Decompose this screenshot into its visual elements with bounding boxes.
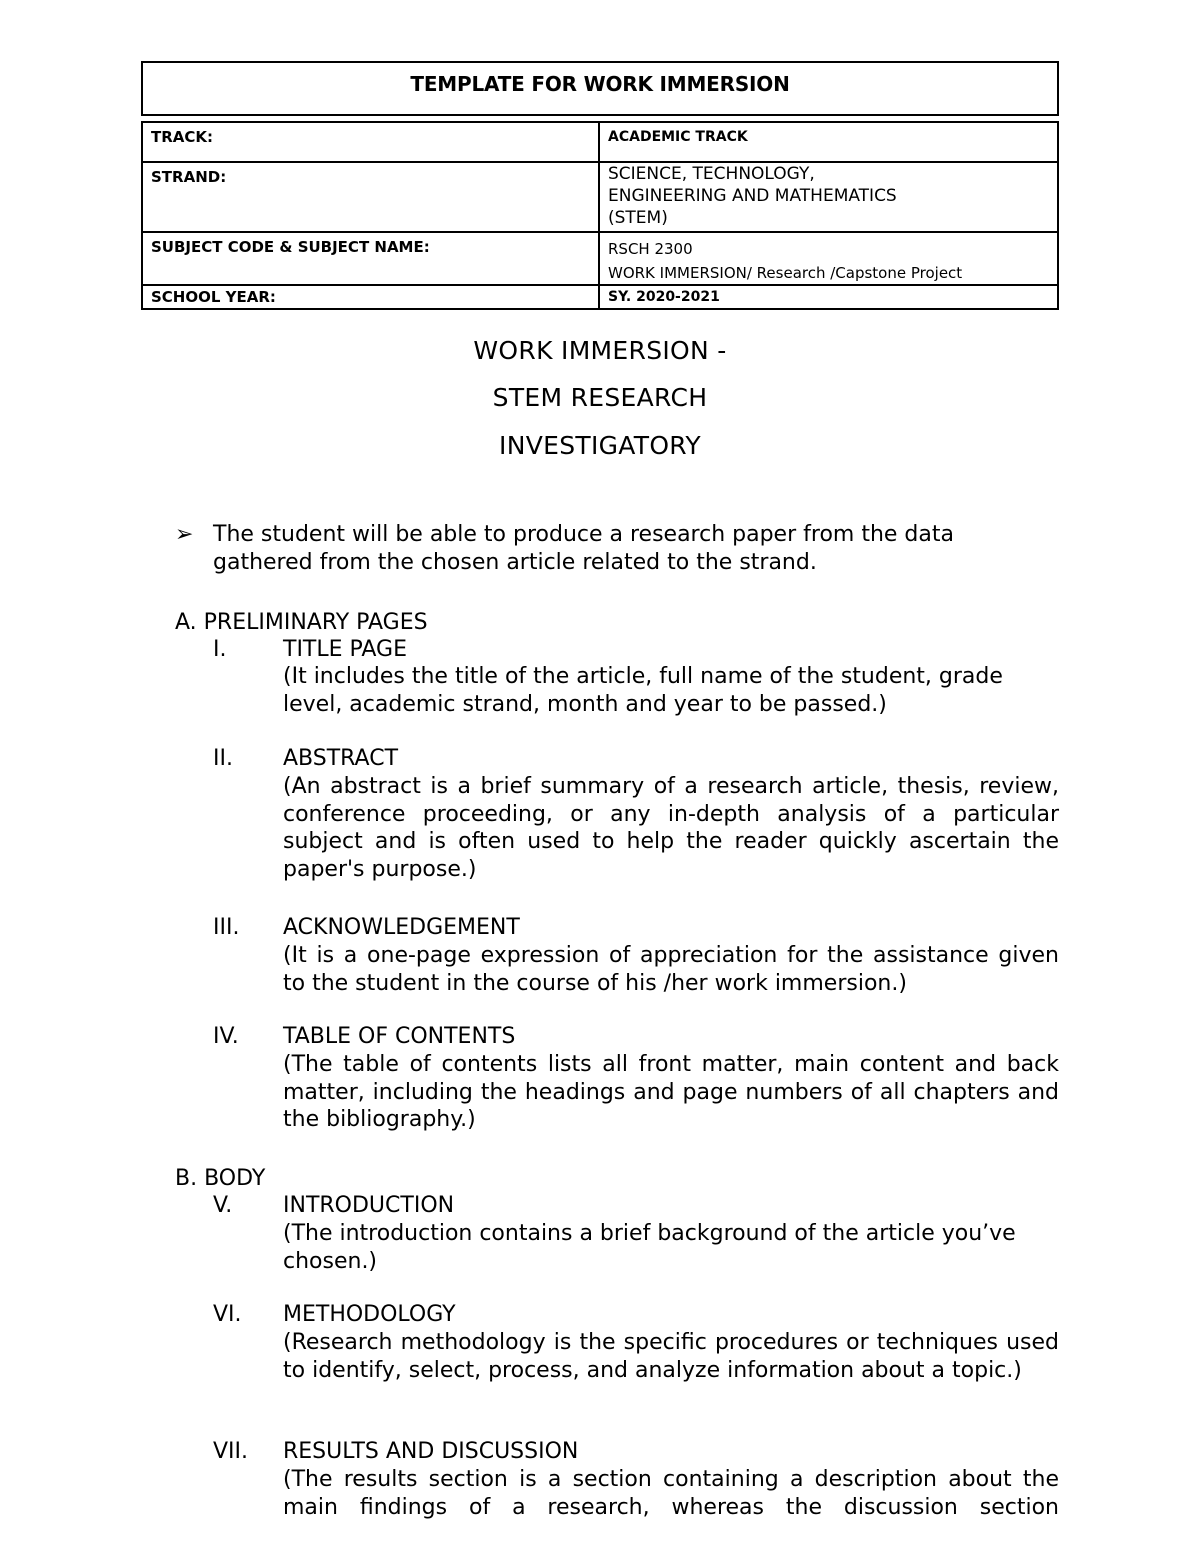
item-title: METHODOLOGY — [283, 1302, 456, 1327]
section-b-heading: B. BODY — [175, 1166, 266, 1191]
item-number: II. — [213, 746, 233, 771]
item-title: TABLE OF CONTENTS — [283, 1024, 516, 1049]
item-number: IV. — [213, 1024, 239, 1049]
strand-label: STRAND: — [142, 162, 599, 232]
subject-code: RSCH 2300 — [608, 240, 693, 258]
strand-value-line: SCIENCE, TECHNOLOGY, — [608, 164, 815, 184]
item-number: III. — [213, 915, 240, 940]
table-row-subject — [142, 232, 1058, 285]
section-a-heading: A. PRELIMINARY PAGES — [175, 610, 428, 635]
document-title: TEMPLATE FOR WORK IMMERSION — [410, 72, 790, 96]
item-number: VI. — [213, 1302, 242, 1327]
item-title: ACKNOWLEDGEMENT — [283, 915, 520, 940]
item-number: I. — [213, 637, 227, 662]
item-title: TITLE PAGE — [283, 637, 407, 662]
subject-value — [599, 232, 1058, 285]
table-row-school-year — [142, 285, 1058, 309]
school-year-value: SY. 2020-2021 — [599, 285, 1058, 309]
table-row-strand — [142, 162, 1058, 232]
track-label: TRACK: — [142, 122, 599, 162]
item-title: ABSTRACT — [283, 746, 399, 771]
item-description: (An abstract is a brief summary of a research article, thesis, review, conference proceeding, or any in-depth analysis of a particular subject and is often used to help the reader quickly ascertain the paper's purpose.) — [283, 774, 1059, 882]
item-number: V. — [213, 1193, 233, 1218]
item-title: INTRODUCTION — [283, 1193, 455, 1218]
heading-line-3: INVESTIGATORY — [499, 431, 701, 460]
item-description: (The results section is a section containing a description about the main findings of a research, whereas the discussion section — [283, 1467, 1059, 1520]
item-description: (The table of contents lists all front matter, main content and back matter, including the headings and page numbers of all chapters and the bibliography.) — [283, 1052, 1059, 1132]
table-row-track — [142, 122, 1058, 162]
header-title-box — [141, 61, 1059, 116]
item-description: (It is a one-page expression of appreciation for the assistance given to the student in the course of his /her work immersion.) — [283, 943, 1059, 996]
arrow-bullet-icon: ➢ — [175, 522, 194, 547]
strand-value-line: (STEM) — [608, 208, 668, 228]
track-value: ACADEMIC TRACK — [599, 122, 1058, 162]
school-year-label: SCHOOL YEAR: — [142, 285, 599, 309]
strand-value-line: ENGINEERING AND MATHEMATICS — [608, 186, 897, 206]
objective-bullet — [175, 521, 1055, 577]
subject-name: WORK IMMERSION/ Research /Capstone Project — [608, 264, 963, 282]
item-title: RESULTS AND DISCUSSION — [283, 1439, 579, 1464]
item-description: (The introduction contains a brief background of the article you’ve chosen.) — [283, 1221, 1016, 1274]
objective-text: The student will be able to produce a research paper from the data gathered from the chosen article related to the strand. — [213, 522, 954, 575]
subject-label: SUBJECT CODE & SUBJECT NAME: — [142, 232, 599, 285]
item-number: VII. — [213, 1439, 249, 1464]
item-description: (It includes the title of the article, full name of the student, grade level, academic strand, month and year to be passed.) — [283, 664, 1003, 717]
info-table — [141, 121, 1059, 310]
heading-line-2: STEM RESEARCH — [492, 383, 708, 412]
heading-line-1: WORK IMMERSION - — [473, 336, 727, 365]
item-description: (Research methodology is the specific procedures or techniques used to identify, select, process, and analyze information about a topic.) — [283, 1330, 1059, 1383]
strand-value — [599, 162, 1058, 232]
